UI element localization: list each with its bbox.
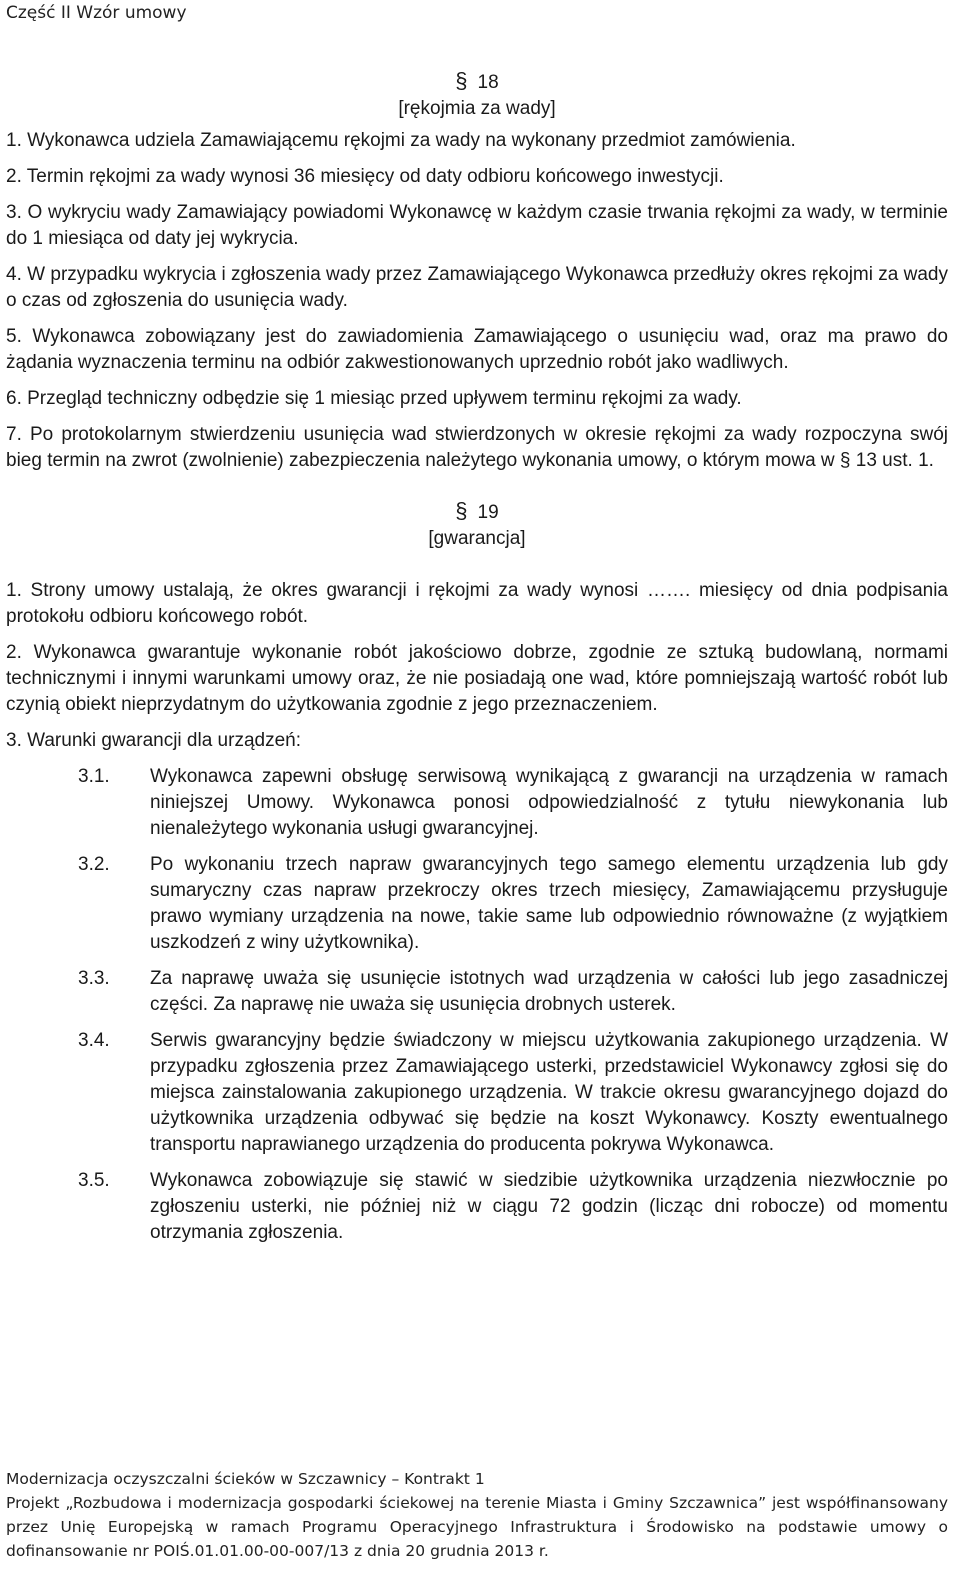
subclause-number: 3.2. [78,854,110,875]
section-title: [rękojmia za wady] [398,98,556,119]
paragraph-symbol: § [455,498,468,523]
clause-18-7: 7. Po protokolarnym stwierdzeniu usunięcia wad stwierdzonych w okresie rękojmi za wady rozpoczyna swój bieg termin na zwrot (zwolnienie) zabezpieczenia należytego wykonania umowy, o którym mowa w § 13 ust. 1. [6,424,948,471]
subclause-3-1 [78,764,948,842]
subclause-number: 3.1. [78,766,110,787]
clause-18-6: 6. Przegląd techniczny odbędzie się 1 miesiąc przed upływem terminu rękojmi za wady. [6,388,742,409]
clause-18-5: 5. Wykonawca zobowiązany jest do zawiadomienia Zamawiającego o usunięciu wad, oraz ma prawo do żądania wyznaczenia terminu na odbiór zakwestionowanych uprzednio robót jako wadliwych. [6,326,948,373]
section-number: 19 [477,502,499,523]
clause-19-3: 3. Warunki gwarancji dla urządzeń: [6,730,301,751]
document-body [6,68,948,1256]
subclause-text: Wykonawca zobowiązuje się stawić w siedzibie użytkownika urządzenia niezwłocznie po zgłoszeniu usterki, nie później niż w ciągu 72 godzin (licząc dni robocze) od momentu otrzymania zgłoszenia. [150,1170,948,1243]
subclause-text: Wykonawca zapewni obsługę serwisową wynikającą z gwarancji na urządzenia w ramach niniejszej Umowy. Wykonawca ponosi odpowiedzialność z tytułu niewykonania lub nienależytego wykonania usługi gwarancyjnej. [150,766,948,839]
paragraph-symbol: § [455,68,468,93]
section-number: 18 [477,72,499,93]
section-title: [gwarancja] [428,528,526,549]
subclause-text: Serwis gwarancyjny będzie świadczony w miejscu użytkowania zakupionego urządzenia. W przypadku zgłoszenia przez Zamawiającego usterki, przedstawiciel Wykonawcy zgłosi się do miejsca zainstalowania zakupionego urządzenia. W trakcie okresu gwarancyjnego dojazd do użytkownika urządzenia odbywać się będzie na koszt Wykonawcy. Koszty ewentualnego transportu naprawianego urządzenia do producenta pokrywa Wykonawca. [150,1030,948,1155]
footer-title: Modernizacja oczyszczalni ścieków w Szczawnicy – Kontrakt 1 [6,1470,485,1488]
subclause-3-2 [78,852,948,956]
subclause-number: 3.4. [78,1030,110,1051]
clause-18-4: 4. W przypadku wykrycia i zgłoszenia wady przez Zamawiającego Wykonawca przedłuży okres rękojmi za wady o czas od zgłoszenia do usunięcia wady. [6,264,948,311]
subclause-3-4 [78,1028,948,1158]
subclause-number: 3.3. [78,968,110,989]
clause-19-2: 2. Wykonawca gwarantuje wykonanie robót jakościowo dobrze, zgodnie ze sztuką budowlaną, normami technicznymi i innymi warunkami umowy oraz, że nie posiadają one wad, które pomniejszają wartość robót lub czynią obiekt nieprzydatnym do użytkowania zgodnie z jego przeznaczeniem. [6,642,948,715]
page-header: Część II Wzór umowy [6,3,187,23]
clause-18-2: 2. Termin rękojmi za wady wynosi 36 miesięcy od daty odbioru końcowego inwestycji. [6,166,724,187]
subclause-3-5 [78,1168,948,1246]
page-footer [6,1467,948,1563]
subclause-text: Po wykonaniu trzech napraw gwarancyjnych tego samego elementu urządzenia lub gdy sumaryczny czas napraw przekroczy okres trzech miesięcy, Zamawiającemu przysługuje prawo wymiany urządzenia na nowe, takie same lub odpowiednio równoważne (z wyjątkiem uszkodzeń z winy użytkownika). [150,854,948,953]
subclause-text: Za naprawę uważa się usunięcie istotnych wad urządzenia w całości lub jego zasadniczej części. Za naprawę nie uważa się usunięcia drobnych usterek. [150,968,948,1015]
footer-project-note: Projekt „Rozbudowa i modernizacja gospodarki ściekowej na terenie Miasta i Gminy Szczawnica” jest współfinansowany przez Unię Europejską w ramach Programu Operacyjnego Infrastruktura i Środowisko na podstawie umowy o dofinansowanie nr POIŚ.01.01.00-00-007/13 z dnia 20 grudnia 2013 r. [6,1494,948,1560]
section-19-heading [6,498,948,552]
subclause-number: 3.5. [78,1170,110,1191]
clause-19-1: 1. Strony umowy ustalają, że okres gwarancji i rękojmi za wady wynosi ……. miesięcy od dnia podpisania protokołu odbioru końcowego robót. [6,580,948,627]
section-18-heading [6,68,948,122]
clause-18-3: 3. O wykryciu wady Zamawiający powiadomi Wykonawcę w każdym czasie trwania rękojmi za wady, w terminie do 1 miesiąca od daty jej wykrycia. [6,202,948,249]
subclause-3-3 [78,966,948,1018]
clause-18-1: 1. Wykonawca udziela Zamawiającemu rękojmi za wady na wykonany przedmiot zamówienia. [6,130,796,151]
